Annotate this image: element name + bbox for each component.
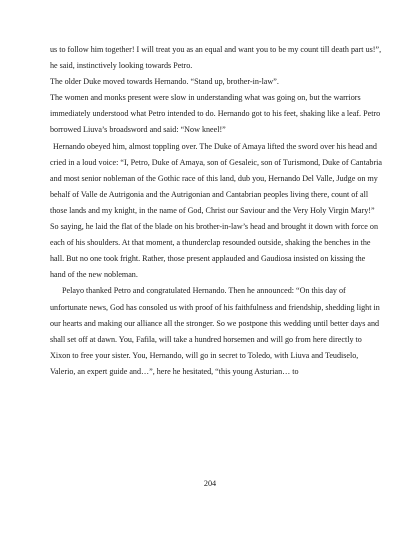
paragraph-6: Pelayo thanked Petro and congratulated Hernando. Then he announced: “On this day of unfortunate news, God has consoled us with proof of his faithfulness and friendship, shedding light in our hearts and making our alliance all the stronger. So we postpone this wedding until better days and shall set off at dawn. You, Fafila, will take a hundred horsemen and will go from here directly to Xixon to free your sister. You, Hernando, will go in secret to Toledo, with Liuva and Teudiselo, Valerio, an expert guide and…”, here he hesitated, “this young Asturian… to [50, 286, 380, 376]
paragraph-4: Hernando obeyed him, almost toppling over. The Duke of Amaya lifted the sword over his head and cried in a loud voice: “I, Petro, Duke of Amaya, son of Gesaleic, son of Turismond, Duke of Cantabria and most senior nobleman of the Gothic race of this land, dub you, Hernando Del Valle, Judge on my behalf of Valle de Autrigonia and the Autrigonian and Cantabrian peoples living there, count of all those lands and my knight, in the name of God, Christ our Saviour and the Very Holy Virgin Mary!” [50, 141, 382, 215]
body-text [50, 42, 382, 380]
paragraph-1: us to follow him together! I will treat you as an equal and want you to be my count till death part us!”, he said, instinctively looking towards Petro. [50, 45, 382, 71]
paragraph-2: The older Duke moved towards Hernando. “Stand up, brother-in-law”. [50, 77, 279, 87]
paragraph-3: The women and monks present were slow in understanding what was going on, but the warriors immediately understood what Petro intended to do. Hernando got to his feet, shaking like a leaf. Petro borrowed Liuva’s broadsword and said: “Now kneel!” [50, 93, 381, 135]
page-number: 204 [203, 479, 217, 488]
paragraph-5: So saying, he laid the flat of the blade on his brother-in-law’s head and brought it down with force on each of his shoulders. At that moment, a thunderclap resounded outside, shaking the benches in the hall. But no one took fright. Rather, those present applauded and Gaudiosa insisted on kissing the hand of the new nobleman. [50, 222, 379, 280]
